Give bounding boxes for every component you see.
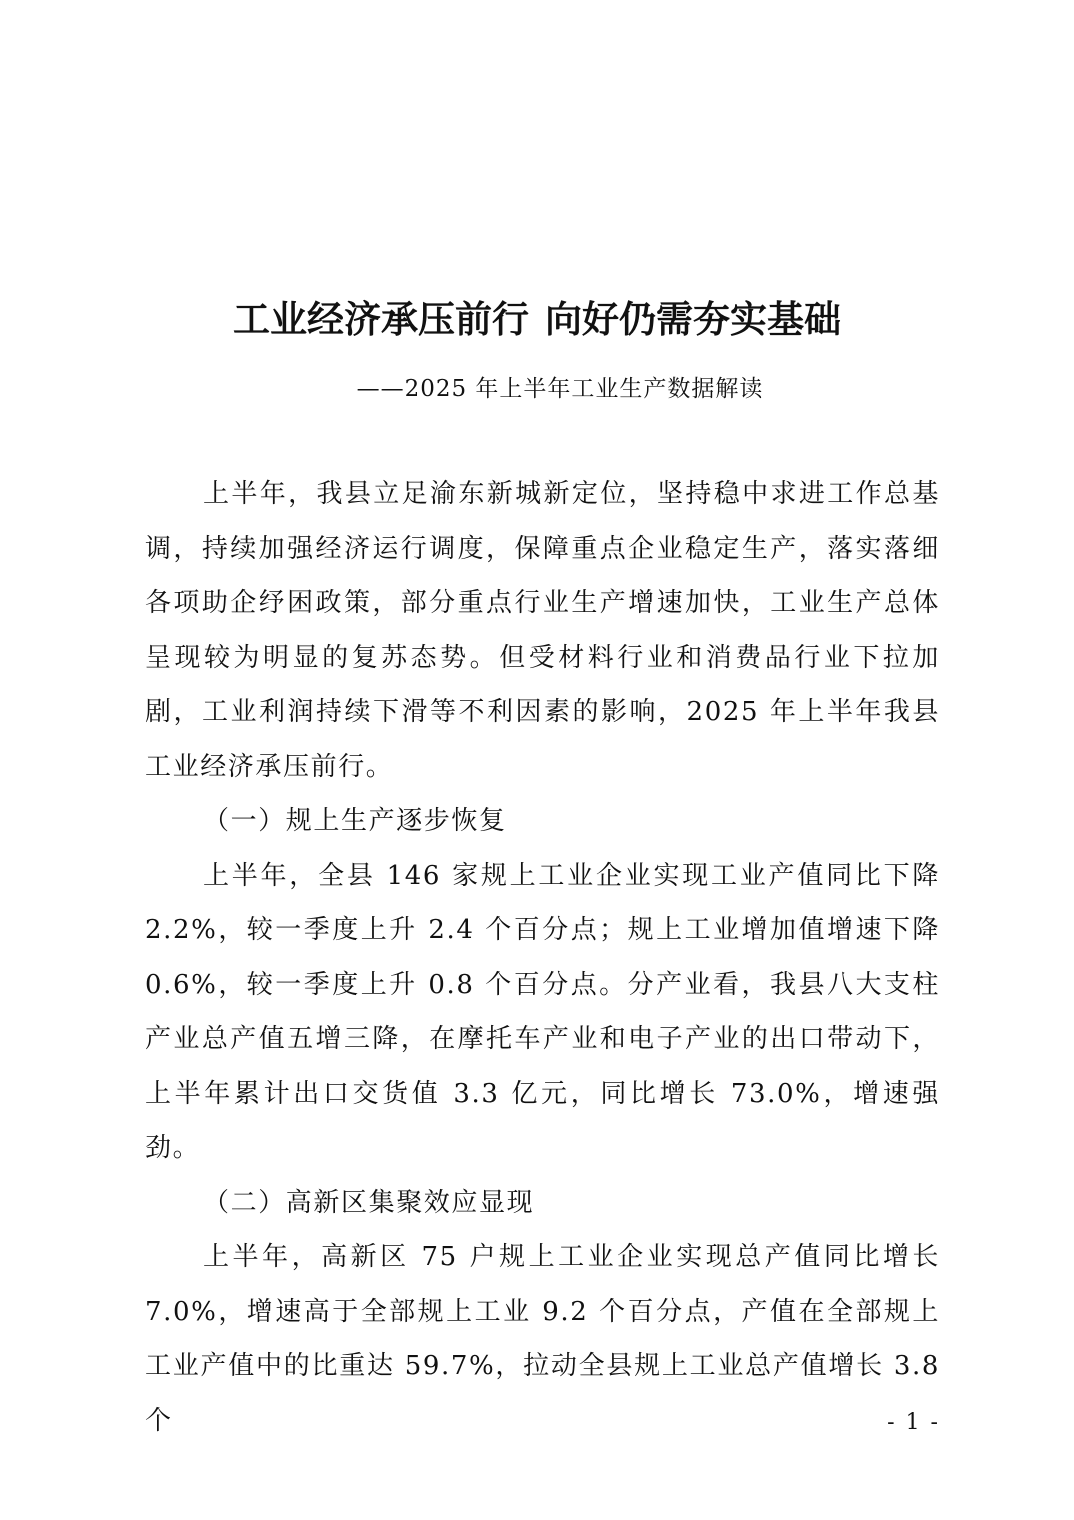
section-heading-1: （一）规上生产逐步恢复 — [203, 806, 507, 836]
document-title — [0, 294, 1074, 346]
paragraph-intro: 上半年，我县立足渝东新城新定位，坚持稳中求进工作总基调，持续加强经济运行调度，保障重点企业稳定生产，落实落细各项助企纾困政策，部分重点行业生产增速加快，工业生产总体呈现较为明显的复苏态势。但受材料行业和消费品行业下拉加剧，工业利润持续下滑等不利因素的影响，2025 年上半年我县工业经济承压前行。 — [145, 479, 940, 782]
page-number: - 1 - — [887, 1410, 940, 1435]
paragraph-section-1: 上半年，全县 146 家规上工业企业实现工业产值同比下降 2.2%，较一季度上升 2.4 个百分点；规上工业增加值增速下降 0.6%，较一季度上升 0.8 个百分点。分产业看，我县八大支柱产业总产值五增三降，在摩托车产业和电子产业的出口带动下，上半年累计出口交货值 3.3 亿元，同比增长 73.0%，增速强劲。 — [145, 860, 940, 1163]
document-subtitle: ——2025 年上半年工业生产数据解读 — [356, 376, 764, 402]
document-body — [145, 467, 940, 1448]
paragraph-section-2: 上半年，高新区 75 户规上工业企业实现总产值同比增长 7.0%，增速高于全部规上工业 9.2 个百分点，产值在全部规上工业产值中的比重达 59.7%，拉动全县规上工业总产值增长 3.8 个 — [145, 1242, 940, 1436]
section-heading-2: （二）高新区集聚效应显现 — [203, 1187, 535, 1218]
title-part-1: 工业经济承压前行 — [233, 298, 529, 341]
title-part-2: 向好仍需夯实基础 — [545, 298, 841, 341]
